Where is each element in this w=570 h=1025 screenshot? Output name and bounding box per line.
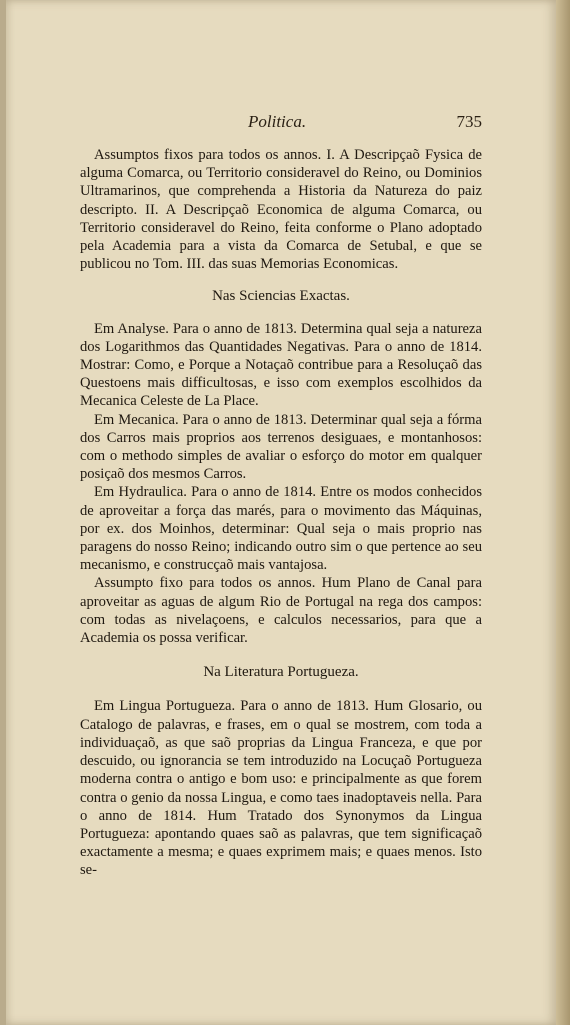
body-text [80, 146, 482, 880]
paragraph-portuguese-language: Em Lingua Portugueza. Para o anno de 1813. Hum Glosario, ou Catalogo de palavras, e frases, em o qual se mostrem, com toda a individuaçaõ, as que saõ proprias da Lingua Franceza, e que por descuido, ou ignorancia se tem introduzido na Locuçaõ Portugueza moderna contra o antigo e bom uso: e principalmente as que forem contra o genio da nossa Lingua, e como taes inadoptaveis nella. Para o anno de 1814. Hum Tratado dos Synonymos da Lingua Portugueza: apontando quaes saõ as palavras, que tem significaçaõ exactamente a mesma; e quaes exprimem mais; e quaes menos. Isto se- [80, 698, 482, 879]
paragraph-hydraulics: Em Hydraulica. Para o anno de 1814. Entre os modos conhecidos de aproveitar a força das marés, para o movimento das Máquinas, por ex. dos Moinhos, determinar: Qual seja o mais proprio nas paragens do nosso Reino; indicando outro sim o que pertence ao seu mecanismo, e construcçaõ mais vantajosa. [80, 484, 482, 574]
paragraph-canal-plan: Assumpto fixo para todos os annos. Hum Plano de Canal para aproveitar as aguas de algum Rio de Portugal na rega dos campos: com todas as nivelaçoens, e calculos necessarios, para que a Academia os possa verificar. [80, 575, 482, 647]
paragraph-fixed-topics: Assumptos fixos para todos os annos. I. A Descripçaõ Fysica de alguma Comarca, ou Territorio consideravel do Reino, ou Dominios Ultramarinos, que comprehenda a Historia da Natureza do paiz descripto. II. A Descripçaõ Economica de alguma Comarca, ou Territorio consideravel do Reino, feita conforme o Plano adoptado pela Academia para a vista da Comarca de Setubal, e que se publicou no Tom. III. das suas Memorias Economicas. [80, 147, 482, 273]
section-heading-exact-sciences: Nas Sciencias Exactas. [212, 288, 350, 305]
paragraph-mechanics: Em Mecanica. Para o anno de 1813. Determinar qual seja a fórma dos Carros mais proprios aos terrenos desiguaes, e montanhosos: com o methodo simples de avaliar o esforço do motor em qualquer posiçaõ dos mesmos Carros. [80, 411, 482, 483]
page-edge [556, 0, 570, 1025]
page-number: 735 [456, 112, 482, 131]
running-head [80, 112, 482, 134]
section-heading-portuguese-literature: Na Literatura Portugueza. [203, 664, 359, 681]
paragraph-analysis: Em Analyse. Para o anno de 1813. Determina qual seja a natureza dos Logarithmos das Quantidades Negativas. Para o anno de 1814. Mostrar: Como, e Porque a Notaçaõ contribue para a Resoluçaõ das Questoens mais difficultosas, e isso com exemplos escolhidos da Mecanica Celeste de La Place. [80, 320, 482, 410]
running-head-title: Politica. [248, 112, 307, 131]
